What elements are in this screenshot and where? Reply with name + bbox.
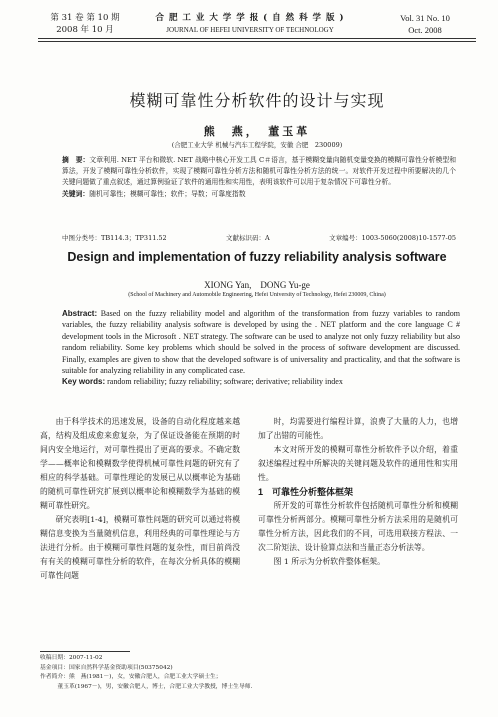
received-date: 收稿日期：2007-11-02: [40, 655, 103, 661]
authors-en: XIONG Yan, DONG Yu-ge: [204, 280, 310, 290]
affiliation-en: (School of Machinery and Automobile Engineering, Hefei University of Technology, Hefei 230009, China): [128, 292, 386, 298]
body-paragraph: 时，均需要进行编程计算，浪费了大量的人力，也增加了出错的可能性。: [258, 417, 458, 440]
volume-issue-en: Vol. 31 No. 10: [400, 13, 450, 23]
issue-info: [40, 12, 130, 36]
section-heading: 1 可靠性分析整体框架: [258, 487, 354, 497]
journal-header: [150, 12, 350, 36]
article-number: 文章编号：1003-5060(2008)10-1577-05: [329, 234, 456, 242]
author-bio-1: 作者简介：熊 燕(1981－)，女，安徽合肥人，合肥工业大学硕士生；: [40, 674, 222, 681]
body-paragraph: 研究表明[1-4]，模糊可靠性问题的研究可以通过将模糊信息变换为当量随机信息，利用经典的可靠性理论与方法进行分析。由于模糊可靠性问题的复杂性，而目前尚没有有关的模糊可靠性分析的软件，在每次分析具体的模糊可靠性问题: [40, 515, 240, 580]
abstract-cn-text: 文章利用. NET 平台和微软. NET 战略中核心开发工具 C＃语言，基于模糊变量向随机变量变换的模糊可靠性分析模型和算法，开发了模糊可靠性分析软件，实现了模糊可靠性分析方法和随机可靠性分析方法的统一。对软件开发过程中所要解决的几个关键问题做了重点叙述，通过算例验证了软件的通用性和实用性，表明该软件可以用于复杂情况下可靠性分析。: [62, 156, 456, 187]
volume-issue: 第 31 卷 第 10 期: [50, 13, 120, 23]
issue-date: 2008 年 10 月: [56, 25, 114, 35]
keywords-cn-label: 关键词：: [62, 189, 90, 198]
classification-line: [62, 233, 456, 242]
fund-info: 基金项目：国家自然科学基金资助项目(50375042): [40, 664, 173, 671]
footnote: [40, 654, 460, 692]
issue-date-en: Oct. 2008: [408, 25, 442, 35]
affiliation-cn: (合肥工业大学 机械与汽车工程学院，安徽 合肥 230009): [171, 141, 343, 149]
body-column-right: [258, 415, 458, 569]
paper-title-en: Design and implementation of fuzzy reliability analysis software: [67, 250, 447, 264]
header-rule-thin: [38, 41, 476, 42]
paper-title-cn: 模糊可靠性分析软件的设计与实现: [129, 91, 385, 110]
abstract-cn-label: 摘 要：: [62, 156, 90, 164]
abstract-en-label: Abstract:: [62, 309, 98, 318]
journal-name-cn: 合 肥 工 业 大 学 学 报 ( 自 然 科 学 版 ): [155, 13, 345, 23]
keywords-en-label: Key words:: [62, 377, 106, 387]
keywords-cn-text: 随机可靠性；模糊可靠性；软件；导数；可靠度指数: [89, 189, 246, 198]
body-paragraph: 本文对所开发的模糊可靠性分析软件予以介绍，着重叙述编程过程中所解决的关键问题及软件的通用性和实用性。: [258, 445, 458, 482]
body-paragraph: 所开发的可靠性分析软件包括随机可靠性分析和模糊可靠性分析两部分。模糊可靠性分析方法采用的是随机可靠性分析方法，因此我们的不同，可选用联接方程法、一次二阶矩法、设计验算点法和当量正态分析法等。: [258, 501, 458, 552]
body-paragraph: 由于科学技术的迅速发展，设备的自动化程度越来越高，结构及组成愈来愈复杂，为了保证设备能在预期的时间内安全地运行，对可靠性提出了更高的要求。不确定数学——概率论和模糊数学使得机械可靠性问题的研究有了相应的科学基础。可靠性理论的发展已从以概率论为基础的随机可靠性研究扩展到以概率论和模糊数学为基础的模糊可靠性研究。: [40, 417, 240, 510]
keywords-en-text: random reliability; fuzzy reliability; software; derivative; reliability index: [107, 377, 343, 387]
abstract-en-text: Based on the fuzzy reliability model and algorithm of the transformation from fuzzy variables to random variables, the fuzzy reliability analysis software is developed by using the . NET platform and the core language C # development tools in the Microsoft . NET strategy. The software can be used to analyze not only fuzzy reliability but also random reliability. Some key problems which should be solved in the process of software development are discussed. Finally, examples are given to show that the developed software is of universality and practicality, and that the software is suitable for analyzing reliability in any complicated case.: [62, 309, 461, 376]
abstract-en: [62, 308, 460, 388]
authors-cn: 熊 燕， 董玉革: [203, 125, 311, 138]
clc-number: 中图分类号：TB114.3；TP311.52: [62, 234, 167, 242]
author-bio-2: 董玉革(1967－)，男，安徽合肥人，博士，合肥工业大学教授，博士生导师.: [57, 683, 253, 690]
abstract-cn: [62, 155, 456, 200]
header-rule-thick: [38, 38, 476, 39]
issue-info-en: [380, 12, 470, 36]
body-column-left: [40, 415, 240, 583]
journal-name-en: JOURNAL OF HEFEI UNIVERSITY OF TECHNOLOGY: [166, 26, 334, 34]
body-paragraph: 图 1 所示为分析软件整体框架。: [273, 557, 385, 566]
footnote-rule: [40, 651, 130, 652]
document-code: 文献标识码：A: [226, 234, 270, 242]
